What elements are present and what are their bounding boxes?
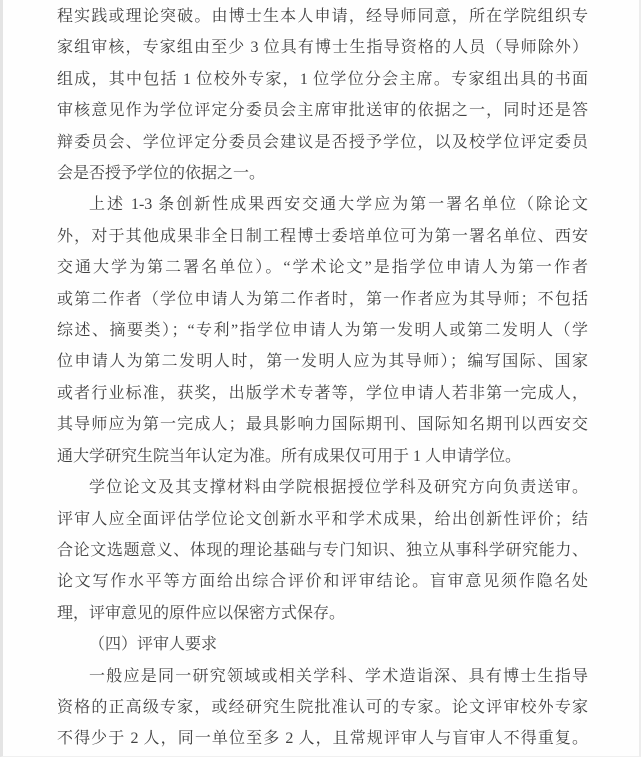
text-line: 外，对于其他成果非全日制工程博士委培单位可为第一署名单位、西安: [57, 227, 588, 245]
paragraph-first-line: 上述 1-3 条创新性成果西安交通大学应为第一署名单位（除论文: [89, 196, 588, 214]
paragraph-first-line: 一般应是同一研究领域或相关学科、学术造诣深、具有博士生指导: [89, 667, 588, 685]
text-line: 位申请人为第二发明人时，第一发明人应为其导师）；编写国际、国家: [57, 353, 588, 371]
text-line: 或第二作者（学位申请人为第二作者时，第一作者应为其导师；不包括: [57, 290, 588, 308]
text-line: 合论文选题意义、体现的理论基础与专门知识、独立从事科学研究能力、: [57, 541, 588, 559]
text-line: 理，评审意见的原件应以保密方式保存。: [57, 604, 346, 622]
document-text-block: [57, 1, 588, 755]
text-line: 论文写作水平等方面给出综合评价和评审结论。盲审意见须作隐名处: [57, 573, 588, 591]
section-heading: （四）评审人要求: [89, 636, 218, 654]
text-line: 评审人应全面评估学位论文创新水平和学术成果，给出创新性评价；结: [57, 510, 588, 528]
text-line: 其导师应为第一完成人；最具影响力国际期刊、国际知名期刊以西安交: [57, 416, 588, 434]
text-line: 审核意见作为学位评定分委员会主席审批送审的依据之一，同时还是答: [57, 102, 588, 120]
text-line: 组成，其中包括 1 位校外专家，1 位学位分会主席。专家组出具的书面: [57, 70, 588, 88]
text-line: 综述、摘要类）；“专利”指学位申请人为第一发明人或第二发明人（学: [57, 322, 588, 340]
text-line: 不得少于 2 人，同一单位至多 2 人，且常规评审人与盲审人不得重复。: [57, 730, 588, 748]
text-line: 交通大学为第二署名单位）。“学术论文”是指学位申请人为第一作者: [57, 259, 588, 277]
paragraph-first-line: 学位论文及其支撑材料由学院根据授位学科及研究方向负责送审。: [89, 479, 588, 497]
text-line: 通大学研究生院当年认定为准。所有成果仅可用于 1 人申请学位。: [57, 447, 522, 465]
text-line: 辩委员会、学位评定分委员会建议是否授予学位，以及校学位评定委员: [57, 133, 588, 151]
text-line: 或者行业标准，获奖，出版学术专著等，学位申请人若非第一完成人，: [57, 384, 588, 402]
text-line: 资格的正高级专家，或经研究生院批准认可的专家。论文评审校外专家: [57, 698, 588, 716]
text-line: 程实践或理论突破。由博士生本人申请，经导师同意，所在学院组织专: [57, 8, 588, 25]
text-line: 家组审核，专家组由至少 3 位具有博士生指导资格的人员（导师除外）: [57, 39, 588, 57]
text-line: 会是否授予学位的依据之一。: [57, 165, 266, 183]
